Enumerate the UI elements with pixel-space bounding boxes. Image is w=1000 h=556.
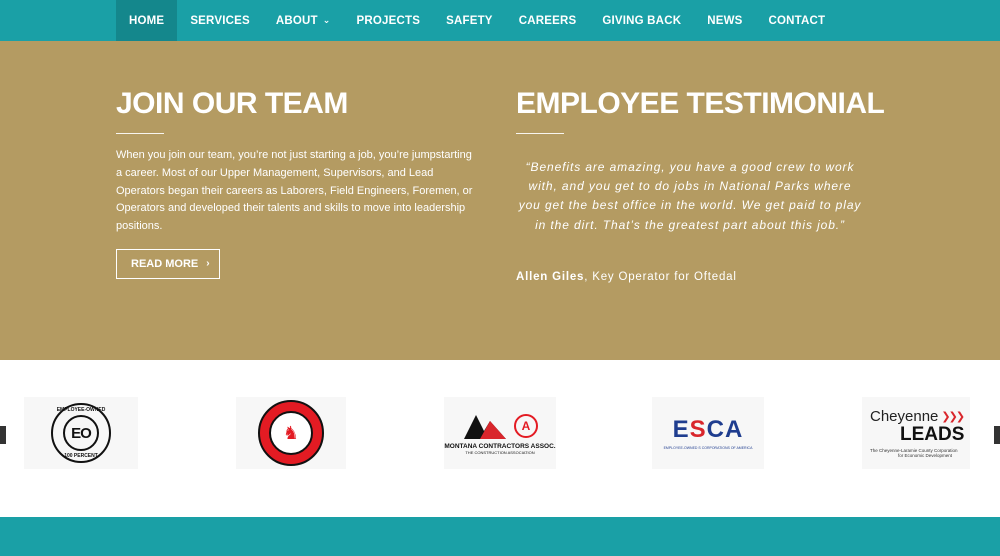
nav-item-services[interactable]: SERVICES — [190, 14, 250, 27]
careers-hero — [0, 41, 1000, 360]
nav-item-projects[interactable]: PROJECTS — [356, 14, 421, 27]
eo-seal-icon: EMPLOYEE-OWNED EO 100 PERCENT — [51, 403, 111, 463]
double-chevron-icon: ❯❯❯ — [941, 411, 964, 423]
esca-logo[interactable]: ESCA EMPLOYEE-OWNED S CORPORATIONS OF AMERICA — [652, 397, 764, 469]
nav-item-news[interactable]: NEWS — [707, 14, 743, 27]
footer-band — [0, 517, 1000, 556]
nav-item-careers[interactable]: CAREERS — [518, 14, 577, 27]
nav-item-home[interactable]: HOME — [116, 0, 177, 41]
employee-owned-logo[interactable] — [24, 397, 138, 469]
mca-mountain-icon — [462, 411, 508, 441]
carousel-prev-arrow[interactable] — [0, 426, 6, 444]
nav-item-contact[interactable]: CONTACT — [768, 14, 826, 27]
cheyenne-leads-logo[interactable]: Cheyenne ❯❯❯ LEADS The Cheyenne-Laramie County Corporation for Economic Development — [862, 397, 970, 469]
nav-list — [116, 0, 838, 41]
montana-contractors-logo[interactable]: A MONTANA CONTRACTORS ASSOC. THE CONSTRUCTION ASSOCIATION — [444, 397, 556, 469]
join-title: JOIN OUR TEAM — [116, 87, 348, 120]
agc-wyoming-logo[interactable] — [236, 397, 346, 469]
testimonial-section — [516, 87, 886, 283]
carousel-next-arrow[interactable] — [994, 426, 1000, 444]
divider — [516, 133, 564, 134]
join-our-team-section — [116, 87, 486, 279]
testimonial-author: Allen Giles, Key Operator for Oftedal — [516, 270, 737, 283]
partner-logos-carousel — [0, 360, 1000, 517]
divider — [116, 133, 164, 134]
chevron-down-icon: ⌄ — [322, 15, 331, 25]
main-nav — [0, 0, 1000, 41]
bucking-horse-icon: ♞ — [269, 411, 313, 455]
agc-seal-icon — [258, 400, 324, 466]
agc-a-icon: A — [514, 414, 538, 438]
nav-item-safety[interactable]: SAFETY — [446, 14, 493, 27]
nav-item-giving-back[interactable]: GIVING BACK — [602, 14, 682, 27]
read-more-button[interactable]: READ MORE › — [116, 249, 220, 279]
testimonial-quote: “Benefits are amazing, you have a good crew to work with, and you get to do jobs in National Parks where you get the best office in the world. We get paid to play in the dirt. That’s the greatest part about this job.” — [518, 160, 862, 232]
nav-item-about[interactable]: ABOUT ⌄ — [275, 14, 331, 27]
join-body: When you join our team, you’re not just starting a job, you’re jumpstarting a career. Most of our Upper Management, Supervisors, and Lead Operators began their careers as Laborers, Field Engineers, Foremen, or Operators and developed their talents and skills to move into leadership positions. — [116, 149, 473, 233]
chevron-right-icon: › — [206, 258, 210, 270]
testimonial-title: EMPLOYEE TESTIMONIAL — [516, 87, 885, 120]
